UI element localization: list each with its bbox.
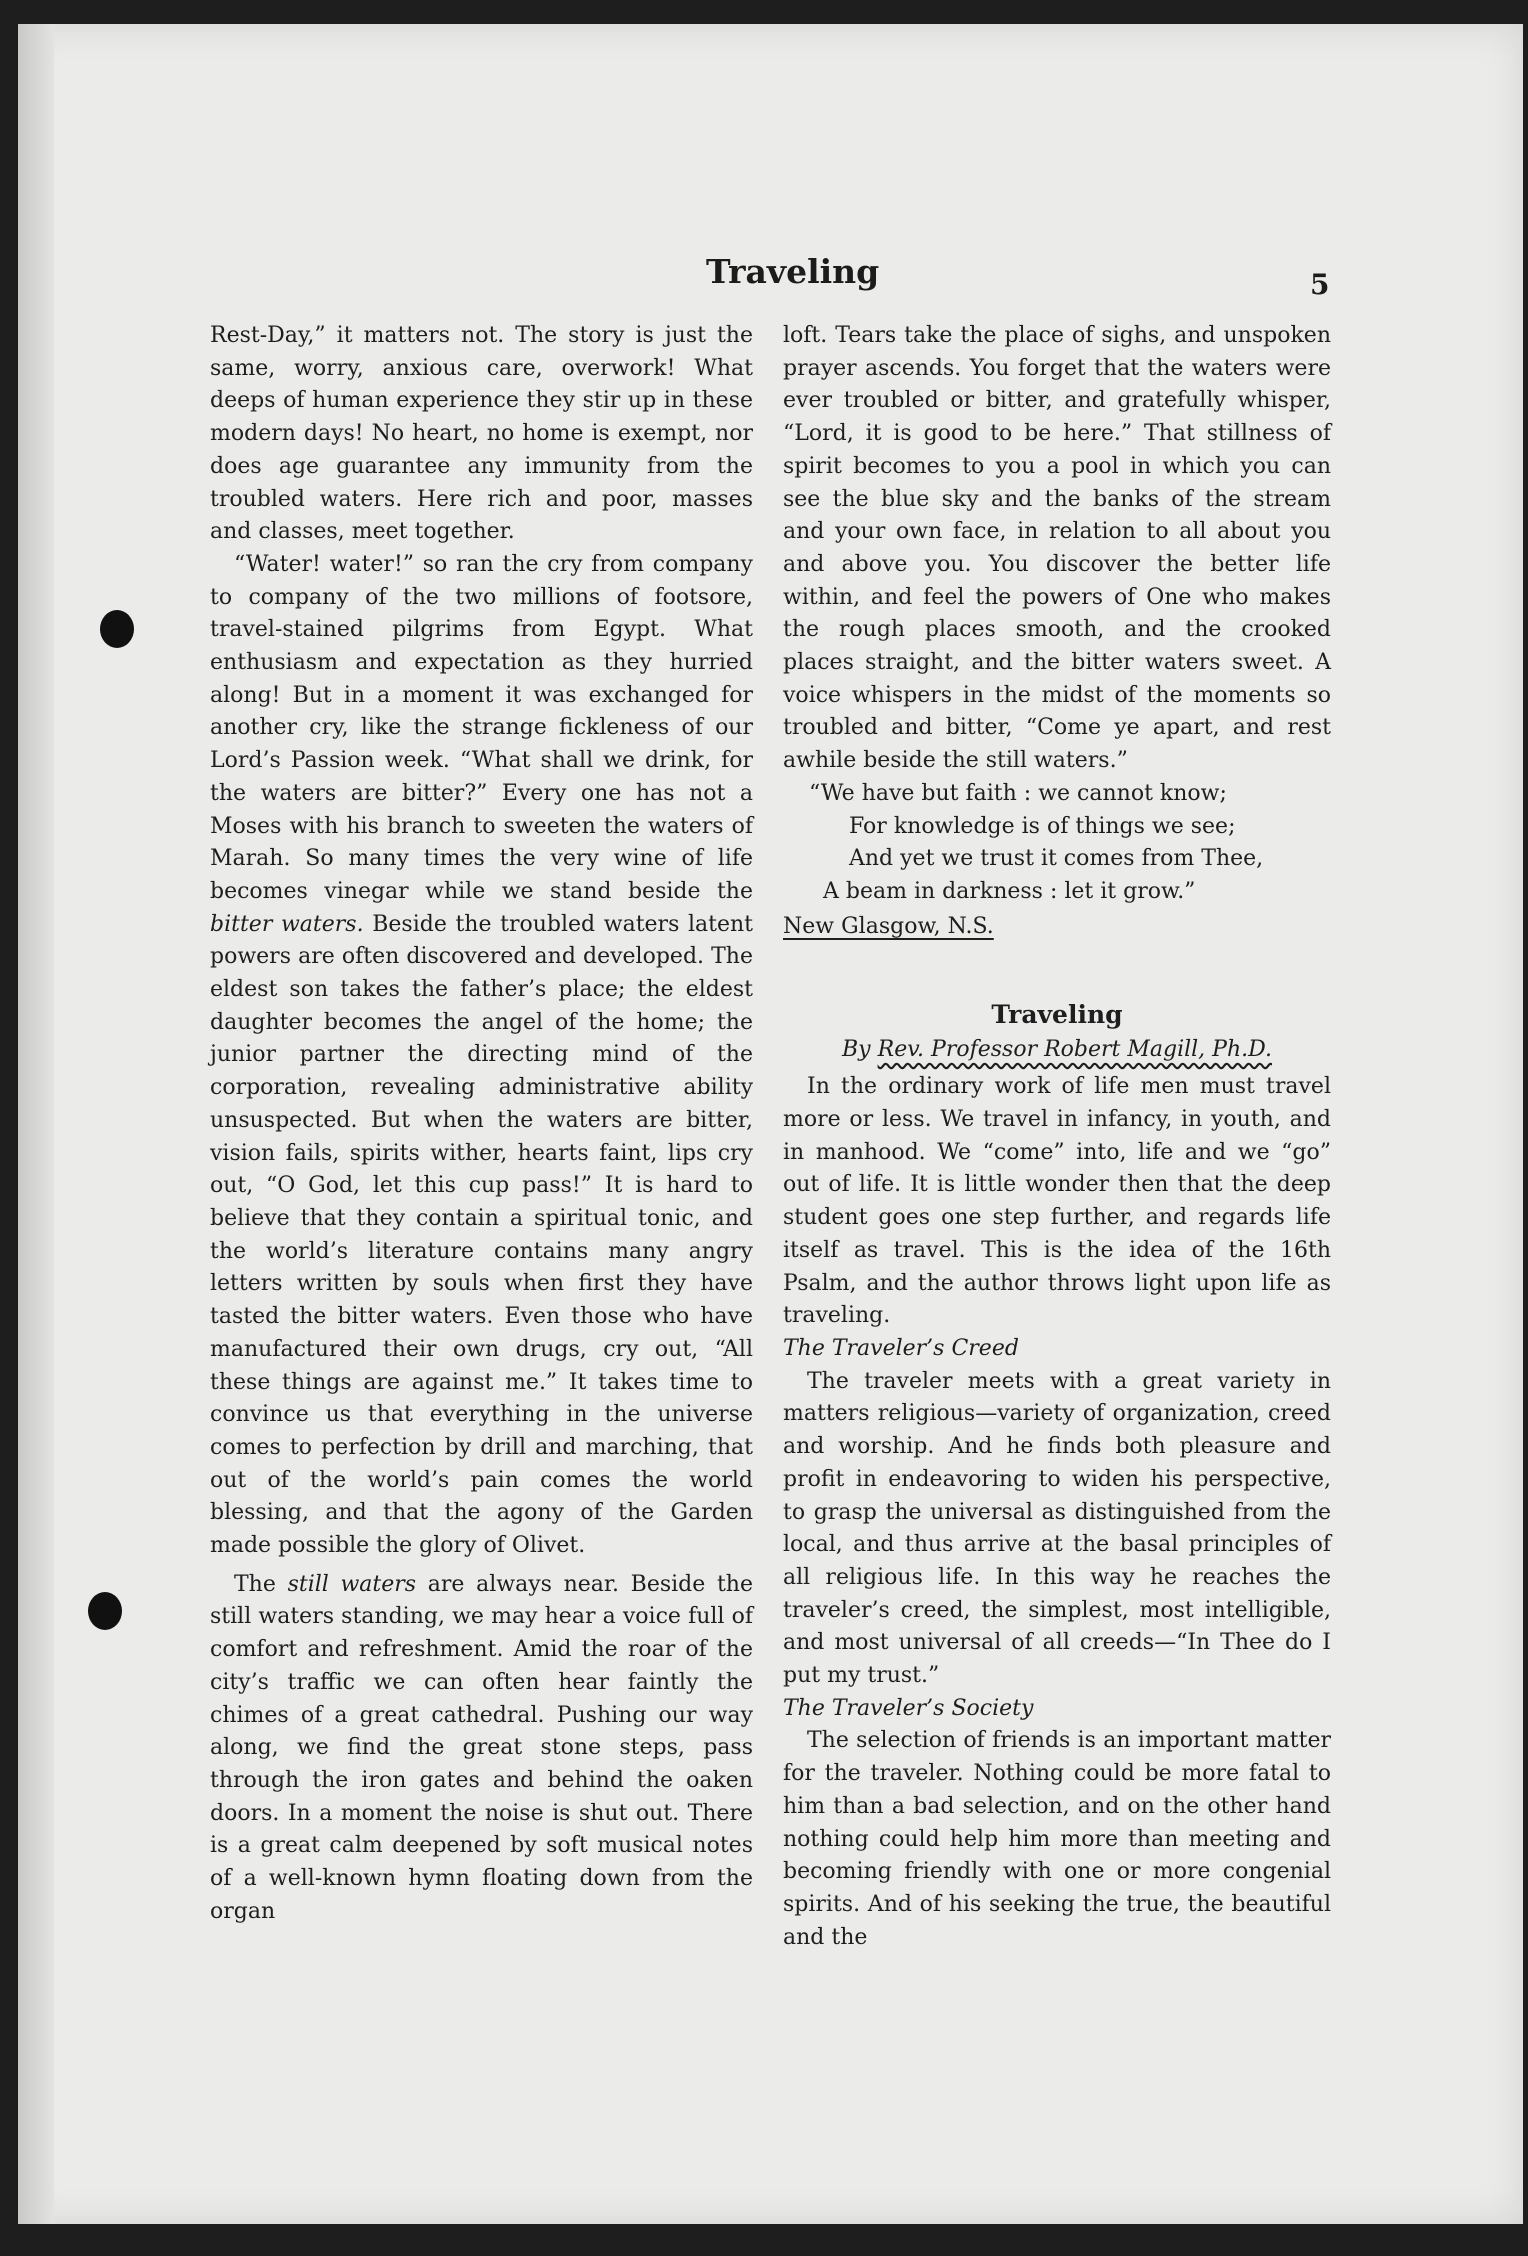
place-signature: New Glasgow, N.S. [783,913,994,939]
running-title: Traveling [706,252,880,291]
paragraph [210,549,753,1563]
byline [783,1033,1331,1067]
section-heading: The Traveler’s Creed [783,1335,1019,1361]
page-number: 5 [1310,268,1330,301]
poem-line: And yet we trust it comes from Thee, [849,846,1264,872]
paragraph-text: are always near. Beside the still waters standing, we may hear a voice full of comfort and refreshment. Amid the roar of the city’s traffic we can often hear faintly the chimes of a great cathedral. Pushing our way along, we find the great stone steps, pass through the iron gates and behind the oaken doors. In a moment the noise is shut out. There is a great calm deepened by soft musical notes of a well-known hymn floating down from the organ [210,1571,753,1924]
left-column [210,320,753,1928]
page-binding-edge [18,24,54,2224]
poem-line: A beam in darkness : let it grow.” [823,878,1196,904]
paragraph-text: The [234,1571,276,1597]
paragraph-text: Beside the troubled waters latent powers are often discovered and developed. The eldest son takes the father’s place; the eldest daughter becomes the angel of the home; the junior partner the directing mind of the corporation, revealing administrative ability unsuspected. But when the waters are bitter, vision fails, spirits wither, hearts faint, lips cry out, “O God, let this cup pass!” It is hard to believe that they contain a spiritual tonic, and the world’s literature contains many angry letters written by souls when first they have tasted the bitter waters. Even those who have manufactured their own drugs, cry out, “All these things are against me.” It takes time to convince us that everything in the universe comes to perfection by drill and marching, that out of the world’s pain comes the world blessing, and that the agony of the Garden made possible the glory of Olivet. [210,911,754,1559]
paragraph: The selection of friends is an important matter for the traveler. Nothing could be more fatal to him than a bad selection, and on the other hand nothing could help him more than meeting and becoming friendly with one or more congenial spirits. And of his seeking the true, the beautiful and the [783,1728,1331,1950]
poem-line: For knowledge is of things we see; [849,813,1236,839]
poem-line: “We have but faith : we cannot know; [809,780,1227,806]
paragraph: The traveler meets with a great variety in matters religious—variety of organization, creed and worship. And he finds both pleasure and profit in endeavoring to widen his perspective, to grasp the universal as distinguished from the local, and thus arrive at the basal principles of all religious life. In this way he reaches the traveler’s creed, the simplest, most intelligible, and most universal of all creeds—“In Thee do I put my trust.” [783,1368,1331,1689]
section-heading: The Traveler’s Society [783,1695,1034,1721]
emphasis-text: bitter waters. [210,911,364,937]
book-page [18,24,1523,2224]
paragraph: In the ordinary work of life men must travel more or less. We travel in infancy, in youth, and in manhood. We “come” into, life and we “go” out of life. It is little wonder then that the deep student goes one step further, and regards life itself as travel. This is the idea of the 16th Psalm, and the author throws light upon life as traveling. [783,1074,1331,1329]
binder-hole-icon [100,610,134,648]
byline-author: Rev. Professor Robert Magill, Ph.D. [877,1037,1272,1063]
right-column [783,320,1331,1954]
paragraph: Rest-Day,” it matters not. The story is just the same, worry, anxious care, overwork! What deeps of human experience they stir up in these modern days! No heart, no home is exempt, nor does age guarantee any immunity from the troubled waters. Here rich and poor, masses and classes, meet together. [210,323,753,545]
emphasis-text: still waters [287,1571,417,1597]
binder-hole-icon [88,1592,122,1630]
byline-prefix: By [842,1037,871,1063]
paragraph: loft. Tears take the place of sighs, and unspoken prayer ascends. You forget that the waters were ever troubled or bitter, and gratefully whisper, “Lord, it is good to be here.” That stillness of spirit becomes to you a pool in which you can see the blue sky and the banks of the stream and your own face, in relation to all about you and above you. You discover the better life within, and feel the powers of One who makes the rough places smooth, and the crooked places straight, and the bitter waters sweet. A voice whispers in the midst of the moments so troubled and bitter, “Come ye apart, and rest awhile beside the still waters.” [783,323,1331,774]
article-title: Traveling [991,1000,1123,1030]
paragraph [210,1569,753,1929]
paragraph-text: “Water! water!” so ran the cry from company to company of the two millions of footsore, travel-stained pilgrims from Egypt. What enthusiasm and expectation as they hurried along! But in a moment it was exchanged for another cry, like the strange fickleness of our Lord’s Passion week. “What shall we drink, for the waters are bitter?” Every one has not a Moses with his branch to sweeten the waters of Marah. So many times the very wine of life becomes vinegar while we stand beside the [210,551,753,904]
poem-quote [783,778,1331,909]
